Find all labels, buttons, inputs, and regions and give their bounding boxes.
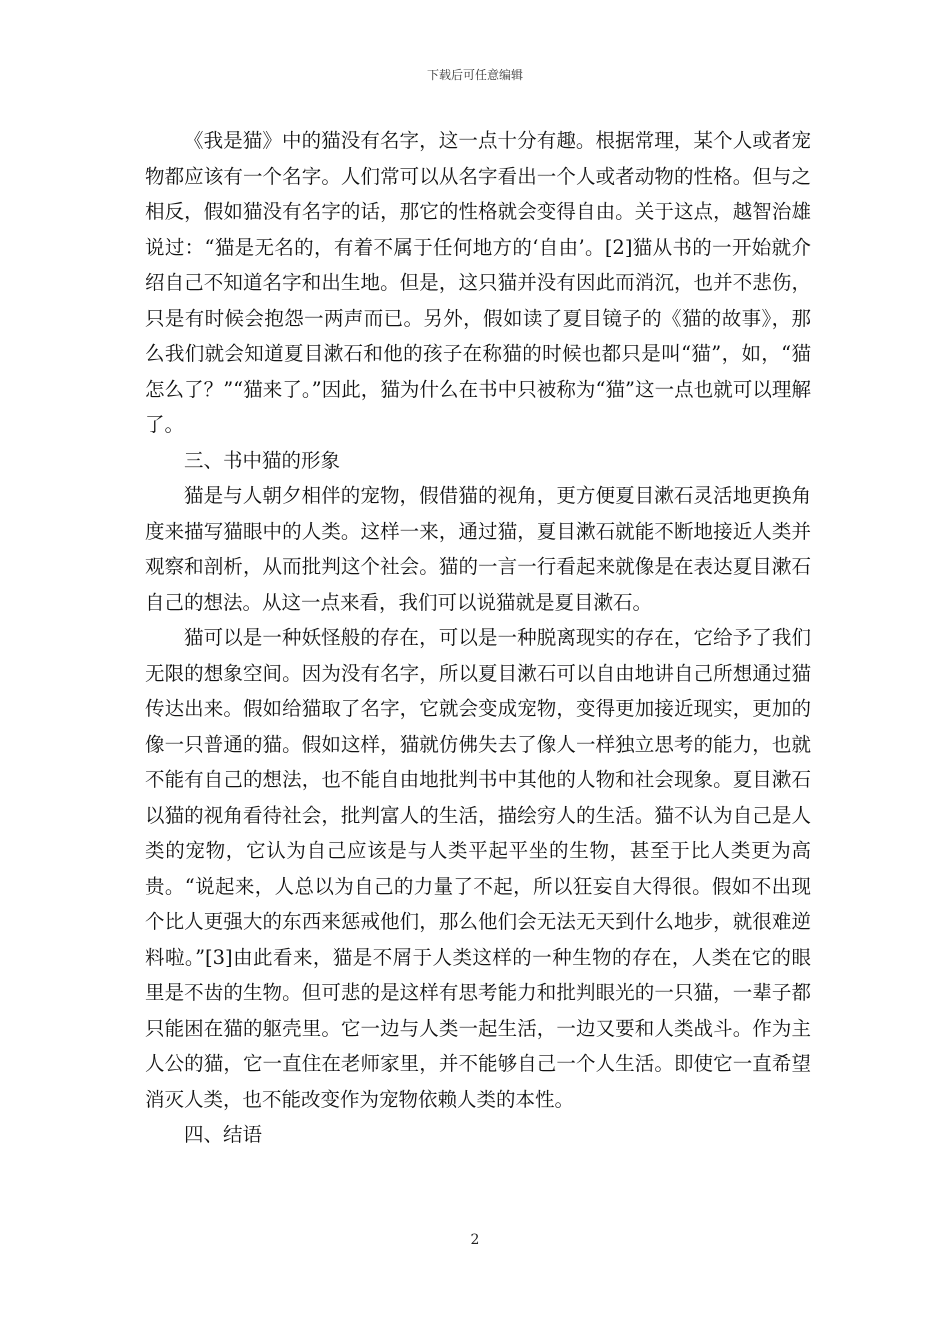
section-heading-conclusion: 四、结语 — [184, 1123, 263, 1146]
section-heading-cat-image: 三、书中猫的形象 — [184, 448, 341, 472]
paragraph-cat-existence: 猫可以是一种妖怪般的存在，可以是一种脱离现实的存在，它给予了我们无限的想象空间。因为没有名字，所以夏目漱石可以自由地讲自己所想通过猫传达出来。假如给猫取了名字，它就会变成宠物，变得更加接近现实，更加的像一只普通的猫。假如这样，猫就仿佛失去了像人一样独立思考的能力，也就不能有自己的想法，也不能自由地批判书中其他的人物和社会现象。夏目漱石以猫的视角看待社会，批判富人的生活，描绘穷人的生活。猫不认为自己是人类的宠物，它认为自己应该是与人类平起平坐的生物，甚至于比人类更为高贵。“说起来，人总以为自己的力量了不起，所以狂妄自大得很。假如不出现个比人更强大的东西来惩戒他们，那么他们会无法无天到什么地步，就很难逆料啦。”[3]由此看来，猫是不屑于人类这样的一种生物的存在，人类在它的眼里是不齿的生物。但可悲的是这样有思考能力和批判眼光的一只猫，一辈子都只能困在猫的躯壳里。它一边与人类一起生活，一边又要和人类战斗。作为主人公的猫，它一直住在老师家里，并不能够自己一个人生活。即使它一直希望消灭人类，也不能改变作为宠物依赖人类的本性。 — [145, 626, 811, 1111]
paragraph-cat-perspective: 猫是与人朝夕相伴的宠物，假借猫的视角，更方便夏目漱石灵活地更换角度来描写猫眼中的人类。这样一来，通过猫，夏目漱石就能不断地接近人类并观察和剖析，从而批判这个社会。猫的一言一行看起来就像是在表达夏目漱石自己的想法。从这一点来看，我们可以说猫就是夏目漱石。 — [145, 484, 811, 614]
page-header: 下载后可任意编辑 — [426, 68, 523, 82]
page-number: 2 — [470, 1232, 480, 1248]
paragraph-cat-no-name: 《我是猫》中的猫没有名字，这一点十分有趣。根据常理，某个人或者宠物都应该有一个名字。人们常可以从名字看出一个人或者动物的性格。但与之相反，假如猫没有名字的话，那它的性格就会变得自由。关于这点，越智治雄说过：“猫是无名的，有着不属于任何地方的‘自由’。[2]猫从书的一开始就介绍自己不知道名字和出生地。但是，这只猫并没有因此而消沉，也并不悲伤，只是有时候会抱怨一两声而已。另外，假如读了夏目镜子的《猫的故事》，那么我们就会知道夏目漱石和他的孩子在称猫的时候也都只是叫“猫”，如，“猫怎么了？”“猫来了。”因此，猫为什么在书中只被称为“猫”这一点也就可以理解了。 — [145, 129, 811, 436]
document-body — [145, 123, 811, 1153]
